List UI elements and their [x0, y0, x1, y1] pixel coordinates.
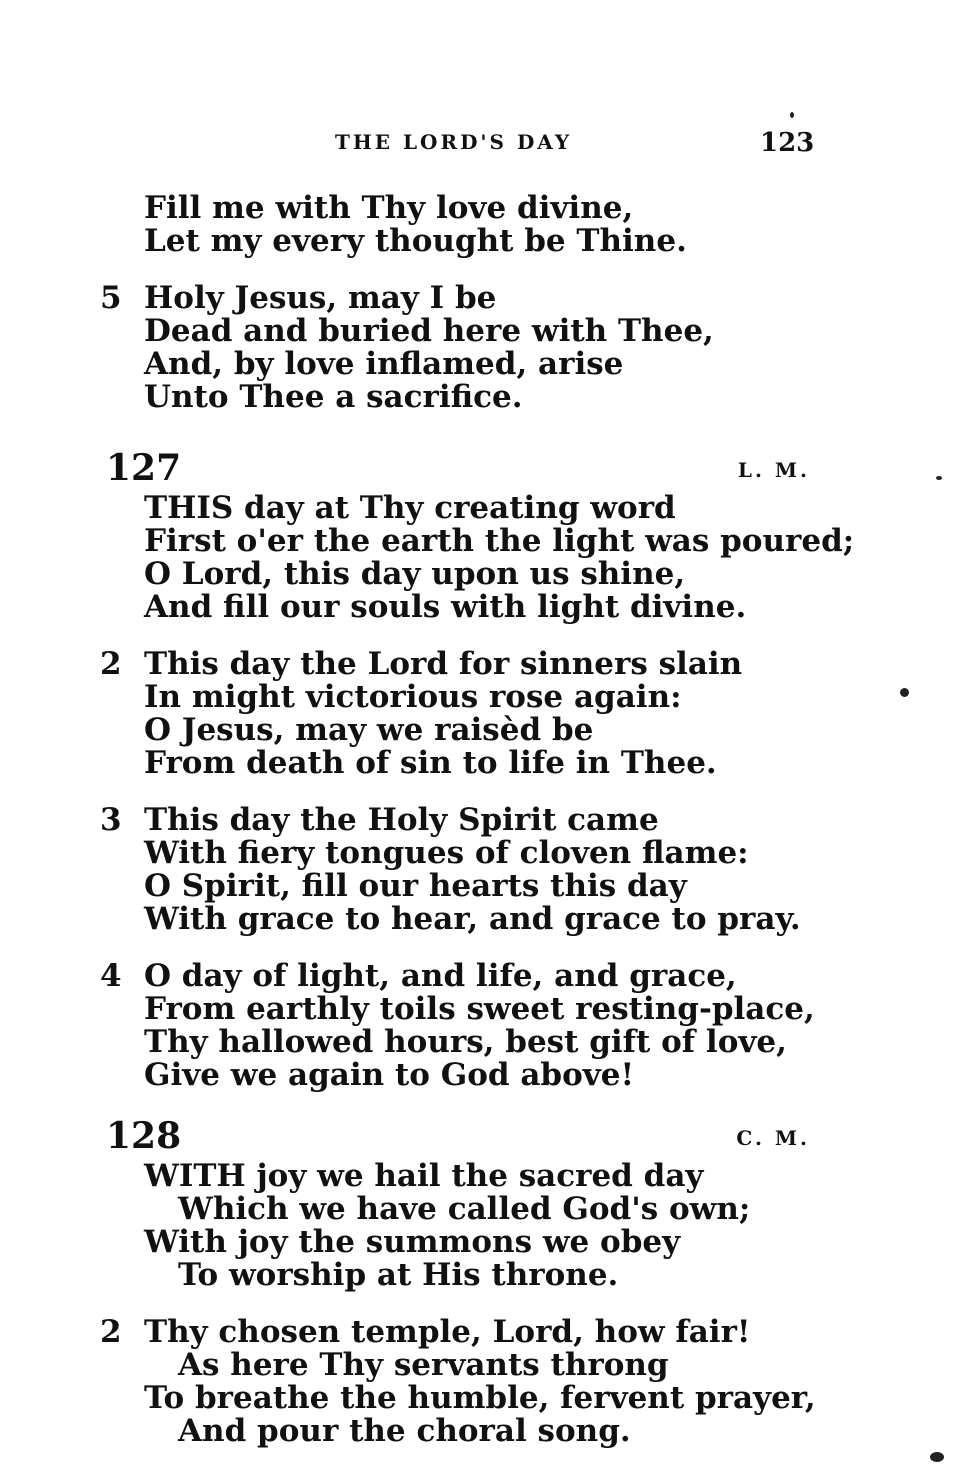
verse-line: Thy chosen temple, Lord, how fair! [144, 1314, 751, 1350]
verse-line: To worship at His throne. [178, 1257, 619, 1293]
stanza-number: 2 [100, 1314, 122, 1350]
hymn-128 [100, 1114, 860, 1472]
running-title: THE LORD'S DAY [335, 130, 573, 154]
hymn-heading [100, 1114, 860, 1158]
verse-line: With joy the summons we obey [144, 1224, 681, 1260]
verse-line: And, by love inflamed, arise [144, 346, 624, 382]
print-speck [930, 1452, 944, 1462]
stanza-number: 5 [100, 280, 122, 316]
stanza-number: 3 [100, 802, 122, 838]
continuation-block [100, 192, 860, 438]
verse-line: Let my every thought be Thine. [144, 223, 687, 259]
stanza-3 [100, 804, 860, 936]
stanza-2 [100, 1316, 860, 1448]
stanza-continued [100, 192, 860, 258]
verse-line: O Spirit, fill our hearts this day [144, 868, 687, 904]
hymn-meter: L. M. [737, 458, 810, 482]
hymn-meter: C. M. [736, 1126, 810, 1150]
verse-line: And pour the choral song. [178, 1413, 631, 1449]
verse-line: To breathe the humble, fervent prayer, [144, 1380, 816, 1416]
print-speck [936, 476, 942, 480]
stanza-2 [100, 648, 860, 780]
hymn-number: 127 [106, 447, 182, 489]
verse-line: Holy Jesus, may I be [144, 280, 497, 316]
verse-line: This day the Lord for sinners slain [144, 646, 743, 682]
hymn-number: 128 [106, 1115, 182, 1157]
verse-line: As here Thy servants throng [178, 1347, 669, 1383]
verse-line: O Lord, this day upon us shine, [144, 556, 686, 592]
verse-line: Unto Thee a sacrifice. [144, 379, 523, 415]
stanza-1 [100, 492, 860, 624]
hymn-heading [100, 446, 860, 490]
verse-line: O Jesus, may we raisèd be [144, 712, 594, 748]
verse-line: Which we have called God's own; [178, 1191, 751, 1227]
print-speck [900, 688, 909, 697]
running-head [0, 128, 954, 162]
verse-line: With grace to hear, and grace to pray. [144, 901, 801, 937]
verse-line: From death of sin to life in Thee. [144, 745, 717, 781]
page-number: 123 [760, 128, 815, 158]
verse-line: Fill me with Thy love divine, [144, 190, 634, 226]
verse-line: With fiery tongues of cloven flame: [144, 835, 749, 871]
verse-line: THIS day at Thy creating word [144, 490, 676, 526]
stanza-number: 2 [100, 646, 122, 682]
verse-line: Give we again to God above! [144, 1057, 635, 1093]
verse-line: And fill our souls with light divine. [144, 589, 747, 625]
stanza-number: 4 [100, 958, 122, 994]
stanza-4 [100, 960, 860, 1092]
verse-line: WITH joy we hail the sacred day [144, 1158, 704, 1194]
stanza-1 [100, 1160, 860, 1292]
hymn-127 [100, 446, 860, 1116]
verse-line: In might victorious rose again: [144, 679, 682, 715]
verse-line: Thy hallowed hours, best gift of love, [144, 1024, 787, 1060]
verse-line: This day the Holy Spirit came [144, 802, 659, 838]
verse-line: From earthly toils sweet resting-place, [144, 991, 815, 1027]
verse-line: Dead and buried here with Thee, [144, 313, 714, 349]
print-speck [790, 112, 794, 118]
verse-line: First o'er the earth the light was poured; [144, 523, 855, 559]
stanza-5 [100, 282, 860, 414]
verse-line: O day of light, and life, and grace, [144, 958, 737, 994]
